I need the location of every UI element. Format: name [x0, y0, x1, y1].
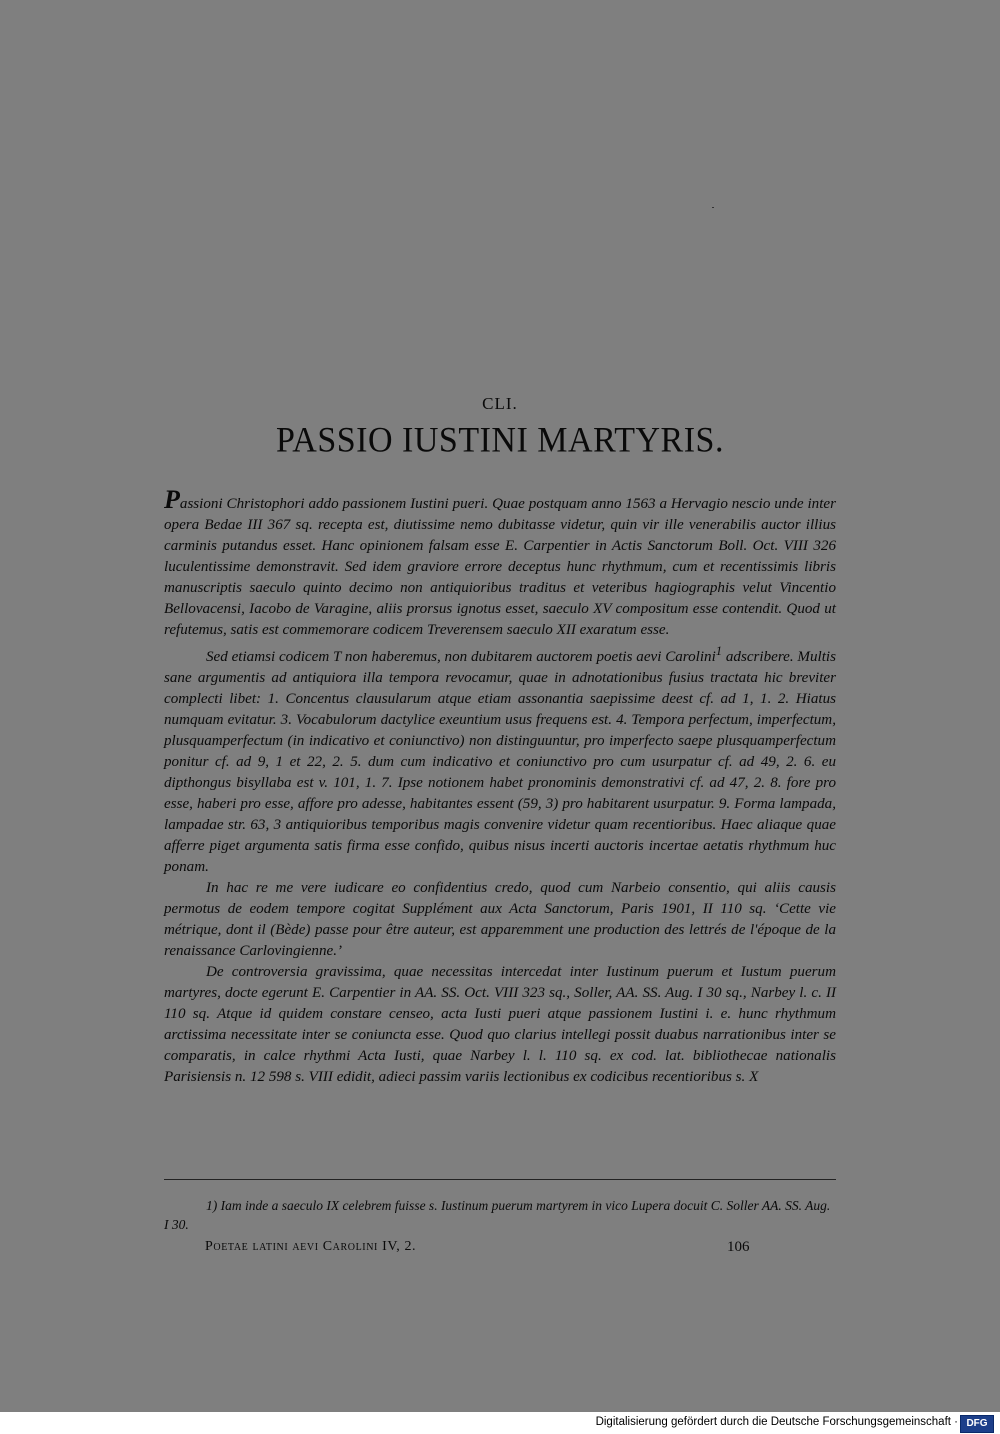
page-number: 106 [727, 1239, 750, 1255]
paragraph-1 [164, 485, 836, 641]
chapter-title: PASSIO IUSTINI MARTYRIS. [276, 421, 724, 460]
paragraph-2-text-b: adscribere. Multis sane argumentis ad antiquiora illa tempora revocamur, quae in adnotationibus fusius tractata hic breviter complecti libet: 1. Concentus clausularum atque etiam assonantia saepissime deest cf. ad 1, 1. 2. Hiatus numquam evitatur. 3. Vocabulorum dactylice exeuntium usus frequens est. 4. Tempora perfectum, imperfectum, plusquamperfectum (in indicativo et coniunctivo) non distinguuntur, pro imperfecto saepe plusquamperfectum ponitur cf. ad 9, 1 et 22, 2. 5. dum cum indicativo et coniunctivo pro cum usurpatur cf. ad 49, 2. 6. eu dipthongus bisyllaba est v. 101, 1. 7. Ipse notionem habet pronominis demonstrativi cf. ad 47, 2. 8. fore pro esse, haberi pro esse, affore pro adesse, habitantes essent (59, 3) pro habitarent usurpatur. 9. Forma lampada, lampadae str. 63, 3 antiquioribus temporibus magis convenire videtur quam recentioribus. Haec aliaque quae afferre piget argumenta satis firma esse confido, quibus nisus incerti auctoris incertae aetatis rhythmum huc ponam. [164, 649, 836, 876]
paragraph-1-text: assioni Christophori addo passionem Iustini pueri. Quae postquam anno 1563 a Hervagio nescio unde inter opera Bedae III 367 sq. recepta est, diutissime nemo dubitasse videtur, quin vir ille venerabilis auctor illius carminis putandus esset. Hanc opinionem falsam esse E. Carpentier in Actis Sanctorum Boll. Oct. VIII 326 luculentissime demonstravit. Sed idem graviore errore deceptus hunc rhythmum, cum et recentissimis libris manuscriptis saeculo quinto decimo non antiquioribus traditus et veteribus hagiographis velut Vincentio Bellovacensi, Iacobo de Varagine, aliis prorsus ignotus esset, saeculo XV compositum esse contendit. Quod ut refutemus, satis est commemorare codicem Treverensem saeculo XII exaratum esse. [164, 496, 836, 638]
credit-bar [0, 1412, 1000, 1434]
scan-speck [712, 207, 714, 208]
paragraph-2 [164, 641, 836, 878]
chapter-number: CLI. [482, 394, 518, 413]
footnote-separator [164, 1179, 836, 1180]
dfg-logo[interactable]: DFG [960, 1415, 994, 1433]
paragraph-2-text-a: Sed etiamsi codicem T non haberemus, non dubitarem auctorem poetis aevi Carolini [206, 649, 716, 666]
footnote-ref[interactable]: 1 [715, 644, 723, 658]
footer-series: Poetae latini aevi Carolini IV, 2. [205, 1239, 417, 1254]
paragraph-3: In hac re me vere iudicare eo confidentius credo, quod cum Narbeio consentio, qui aliis causis permotus de eodem tempore cogitat Supplément aux Acta Sanctorum, Paris 1901, II 110 sq. ‘Cette vie métrique, dont il (Bède) passe pour être auteur, est apparemment une production des lettrés de l'époque de la renaissance Carlovingienne.’ [164, 880, 836, 960]
credit-text: Digitalisierung gefördert durch die Deutsche Forschungsgemeinschaft · [595, 1416, 958, 1428]
drop-cap: P [164, 485, 180, 514]
footnote: 1) Iam inde a saeculo IX celebrem fuisse s. Iustinum puerum martyrem in vico Lupera docuit C. Soller AA. SS. Aug. I 30. [164, 1198, 831, 1232]
body-text [164, 485, 836, 1088]
paragraph-4: De controversia gravissima, quae necessitas intercedat inter Iustinum puerum et Iustum puerum martyres, docte egerunt E. Carpentier in AA. SS. Oct. VIII 323 sq., Soller, AA. SS. Aug. I 30 sq., Narbey l. c. II 110 sq. Atque id quidem constare censeo, acta Iusti pueri atque passionem Iustini i. e. hunc rhythmum arctissima necessitate inter se coniuncta esse. Quod quo clarius intellegi possit duabus narrationibus inter se comparatis, in calce rhythmi Acta Iusti, quae Narbey l. l. 110 sq. ex cod. lat. bibliothecae nationalis Parisiensis n. 12 598 s. VIII edidit, adieci passim variis lectionibus ex codicibus recentioribus s. X [164, 964, 836, 1086]
